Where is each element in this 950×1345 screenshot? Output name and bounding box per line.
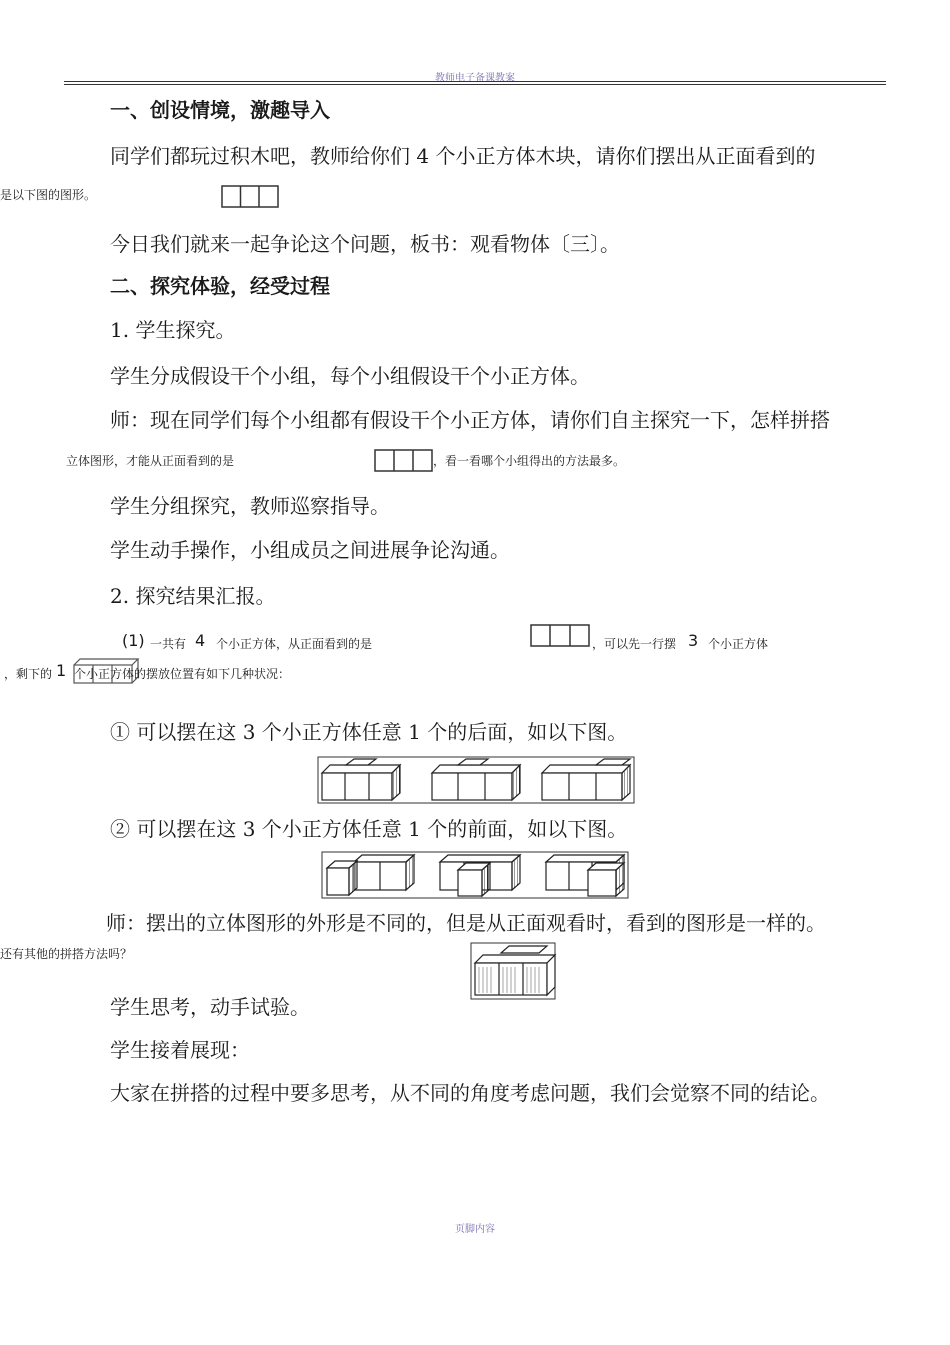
paragraph: 今日我们就来一起争论这个问题，板书：观看物体〔三〕。: [110, 232, 620, 256]
result-count: 1: [56, 661, 67, 680]
paragraph: 师：摆出的立体图形的外形是不同的，但是从正面观看时，看到的图形是一样的。: [106, 911, 826, 935]
paragraph: 同学们都玩过积木吧，教师给你们 4 个小正方体木块，请你们摆出从正面看到的: [110, 144, 816, 168]
list-item: 2. 探究结果汇报。: [110, 584, 276, 608]
section2-heading: 二、探究体验，经受过程: [110, 274, 330, 298]
case-two: ② 可以摆在这 3 个小正方体任意 1 个的前面，如以下图。: [110, 817, 628, 841]
result-text: 一共有: [150, 637, 187, 651]
result-number: (1): [122, 631, 145, 650]
paragraph-continuation: 是以下图的图形。: [0, 188, 97, 202]
case-one: ① 可以摆在这 3 个小正方体任意 1 个的后面，如以下图。: [110, 720, 628, 744]
header-rule-bottom: [64, 84, 886, 85]
paragraph-continuation: 还有其他的拼搭方法吗？: [0, 947, 133, 961]
paragraph: 大家在拼搭的过程中要多思考，从不同的角度考虑问题，我们会觉察不同的结论。: [110, 1081, 830, 1105]
three-square-figure: [374, 449, 434, 473]
paragraph: 学生思考，动手试验。: [110, 995, 310, 1019]
result-text: ，可以先一行摆: [592, 637, 677, 651]
list-item: 1. 学生探究。: [110, 318, 236, 342]
cubes-behind-figure: [318, 757, 634, 803]
paragraph: 学生分成假设干个小组，每个小组假设干个小正方体。: [110, 364, 590, 388]
page-header: 教师电子备课教案: [435, 73, 515, 84]
result-count: 4: [195, 631, 206, 650]
three-square-figure: [221, 185, 279, 209]
paragraph: 学生分组探究，教师巡察指导。: [110, 494, 390, 518]
result-count: 3: [688, 631, 699, 650]
paragraph: 学生动手操作，小组成员之间进展争论沟通。: [110, 538, 510, 562]
section1-heading: 一、创设情境，激趣导入: [110, 98, 330, 122]
result-text: 个小正方体: [708, 637, 769, 651]
result-text: 个小正方体，从正面看到的是: [216, 637, 373, 651]
page-footer: 页脚内容: [455, 1224, 495, 1235]
result-text: 个小正方体的摆放位置有如下几种状况：: [74, 667, 291, 681]
paragraph: 师：现在同学们每个小组都有假设干个小正方体，请你们自主探究一下，怎样拼搭: [110, 408, 830, 432]
paragraph-continuation: ，看一看哪个小组得出的方法最多。: [433, 454, 626, 468]
paragraph: 学生接着展现：: [110, 1038, 250, 1062]
header-rule-top: [64, 81, 886, 82]
cubes-front-figure: [322, 852, 628, 898]
three-square-figure: [530, 624, 592, 648]
stacked-cubes-figure: [471, 943, 555, 999]
result-text: ，剩下的: [4, 667, 53, 681]
paragraph-continuation: 立体图形，才能从正面看到的是: [66, 454, 235, 468]
